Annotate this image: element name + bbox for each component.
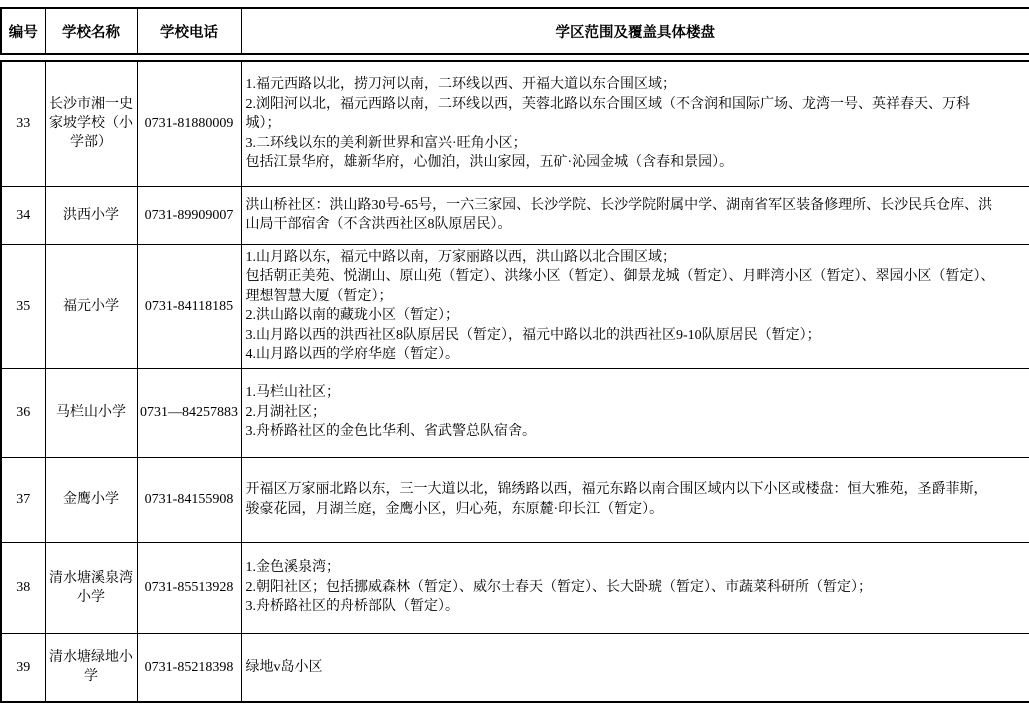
table-row [1, 244, 1029, 368]
school-phone: 0731-85513928 [137, 542, 241, 633]
school-name: 金鹰小学 [45, 457, 137, 542]
school-name: 福元小学 [45, 244, 137, 368]
district-line: 开福区万家丽北路以东，三一大道以北，锦绣路以西，福元东路以南合围区域内以下小区或楼盘：恒大雅苑，圣爵菲斯，骏豪花园，月湖兰庭，金鹰小区，归心苑，东原麓·印长江（暂定）。 [245, 482, 988, 517]
row-number: 37 [1, 457, 45, 542]
district-line: 3.舟桥路社区的金色比华利、省武警总队宿舍。 [245, 424, 536, 440]
district-cell [241, 186, 1029, 244]
table-row [1, 542, 1029, 633]
table-row [1, 457, 1029, 542]
school-name: 清水塘溪泉湾小学 [45, 542, 137, 633]
row-number: 36 [1, 368, 45, 457]
school-name: 洪西小学 [45, 186, 137, 244]
school-phone: 0731-89909007 [137, 186, 241, 244]
district-cell [241, 633, 1029, 702]
district-line: 1.山月路以东，福元中路以南，万家丽路以西，洪山路以北合围区域； [245, 249, 676, 265]
school-name: 马栏山小学 [45, 368, 137, 457]
district-line: 2.浏阳河以北，福元西路以南，二环线以西，芙蓉北路以东合围区域（不含润和国际广场、龙湾一号、英祥春天、万科城）； [245, 96, 970, 131]
district-line: 洪山桥社区：洪山路30号-65号，一六三家园、长沙学院、长沙学院附属中学、湖南省军区装备修理所、长沙民兵仓库、洪山局干部宿舍（不含洪西社区8队原居民）。 [245, 197, 993, 232]
school-phone: 0731-84155908 [137, 457, 241, 542]
district-line: 3.二环线以东的美利新世界和富兴·旺角小区； [245, 135, 527, 151]
school-name: 清水塘绿地小学 [45, 633, 137, 702]
header-cell-school-name: 学校名称 [45, 8, 137, 54]
row-number: 38 [1, 542, 45, 633]
district-cell [241, 457, 1029, 542]
table-row [1, 186, 1029, 244]
header-cell-number: 编号 [1, 8, 45, 54]
row-number: 33 [1, 61, 45, 186]
district-line: 2.月湖社区； [245, 404, 326, 420]
district-cell [241, 542, 1029, 633]
table-row [1, 61, 1029, 186]
district-cell [241, 368, 1029, 457]
district-line: 1.福元西路以北，捞刀河以南，二环线以西、开福大道以东合围区域； [245, 77, 676, 92]
header-row [1, 8, 1029, 54]
district-line: 2.洪山路以南的藏珑小区（暂定）； [245, 308, 459, 323]
district-line: 1.马栏山社区； [245, 385, 340, 401]
district-line: 包括朝正美苑、悦湖山、原山苑（暂定）、洪缘小区（暂定）、御景龙城（暂定）、月畔湾小区（暂定）、翠园小区（暂定）、理想智慧大厦（暂定）； [245, 269, 995, 304]
table-row [1, 368, 1029, 457]
district-line: 4.山月路以西的学府华庭（暂定）。 [245, 347, 459, 362]
district-line: 包括江景华府，雄新华府，心伽泊，洪山家园，五矿·沁园金城（含春和景园）。 [245, 155, 734, 170]
district-line: 1.金色溪泉湾； [245, 560, 340, 576]
school-phone: 0731-85218398 [137, 633, 241, 702]
district-line: 3.舟桥路社区的舟桥部队（暂定）。 [245, 599, 459, 615]
school-district-table [0, 60, 1029, 703]
row-number: 39 [1, 633, 45, 702]
school-name: 长沙市湘一史家坡学校（小学部） [45, 61, 137, 186]
school-phone: 0731—84257883 [137, 368, 241, 457]
district-line: 2.朝阳社区；包括挪威森林（暂定）、威尔士春天（暂定）、长大卧琥（暂定）、市蔬菜科研所（暂定）； [245, 579, 872, 595]
school-phone: 0731-81880009 [137, 61, 241, 186]
district-cell [241, 61, 1029, 186]
header-cell-school-phone: 学校电话 [137, 8, 241, 54]
district-line: 3.山月路以西的洪西社区8队原居民（暂定），福元中路以北的洪西社区9-10队原居民（暂定）； [245, 327, 821, 343]
table-header [0, 7, 1029, 55]
row-number: 35 [1, 244, 45, 368]
district-cell [241, 244, 1029, 368]
district-line: 绿地v岛小区 [245, 659, 323, 675]
header-cell-district: 学区范围及覆盖具体楼盘 [241, 8, 1029, 54]
school-phone: 0731-84118185 [137, 244, 241, 368]
table-row [1, 633, 1029, 702]
row-number: 34 [1, 186, 45, 244]
